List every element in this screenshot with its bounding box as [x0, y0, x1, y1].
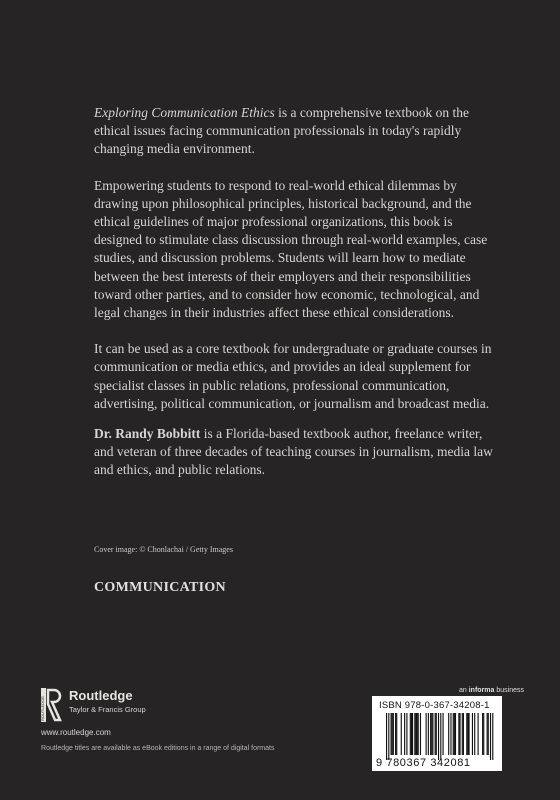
barcode-bar: [463, 713, 464, 755]
barcode-bar: [459, 713, 460, 755]
barcode-bar: [455, 713, 456, 755]
barcode-bar: [432, 713, 433, 755]
isbn-barcode: [372, 696, 502, 771]
barcode-bar: [474, 713, 475, 755]
barcode-bar: [404, 713, 405, 755]
blurb-paragraph-2: Empowering students to respond to real-world ethical dilemmas by drawing upon philosophical principles, historical background, and the ethical guidelines of major professional organizations, this book is designed to stimulate class discussion through real-world examples, case studies, and discussion problems. Students will learn how to mediate between the best interests of their employers and their responsibilities toward other parties, and to consider how economic, technological, and legal changes in their industries affect these ethical considerations.: [94, 177, 488, 321]
barcode-bar: [488, 713, 489, 755]
barcode-bar: [420, 713, 421, 755]
barcode-bar: [417, 713, 418, 755]
barcode-bar: [418, 713, 419, 755]
isbn-label: ISBN 978-0-367-34208-1: [379, 700, 490, 711]
barcode-bar: [393, 713, 394, 755]
blurb-paragraph-3: It can be used as a core textbook for undergraduate or graduate courses in communication or media ethics, and provides an ideal supplement for specialist classes in public relations, professional communication, advertising, political communication, or journalism and broadcast media.: [94, 341, 492, 411]
routledge-r-logo-icon: [41, 688, 63, 722]
barcode-bar: [401, 713, 402, 755]
barcode-bar: [388, 713, 389, 760]
informa-prefix: an: [459, 687, 469, 694]
barcode-bar: [386, 713, 387, 760]
barcode-bar: [490, 713, 491, 760]
book-title: Exploring Communication Ethics: [94, 105, 275, 120]
barcode-bar: [406, 713, 407, 755]
barcode-bar: [466, 713, 467, 755]
cover-image-credit: Cover image: © Chonlachai / Getty Images: [94, 545, 233, 554]
barcode-bar: [472, 713, 473, 755]
informa-brand: informa: [468, 687, 495, 694]
barcode-bar: [435, 713, 436, 755]
barcode-bar: [396, 713, 397, 755]
publisher-name: Routledge: [69, 688, 133, 703]
barcode-bar: [483, 713, 484, 755]
barcode-bar: [448, 713, 449, 755]
author-name: Dr. Randy Bobbitt: [94, 426, 201, 442]
barcode-bar: [411, 713, 412, 755]
ebook-note: Routledge titles are available as eBook editions in a range of digital formats: [41, 745, 275, 752]
barcode-bar: [438, 713, 439, 760]
barcode-bar: [392, 713, 393, 755]
barcode-bar: [412, 713, 413, 755]
barcode-bar: [395, 713, 396, 755]
blurb-paragraph-1-text: is a comprehensive textbook on the ethical issues facing communication professionals in today's rapidly changing media environment.: [94, 105, 469, 157]
publisher-group: Taylor & Francis Group: [69, 705, 146, 714]
svg-text:ROUTLEDGE: ROUTLEDGE: [40, 696, 45, 721]
barcode-bar: [454, 713, 455, 755]
back-cover-blurb: [94, 104, 494, 498]
barcode-bar: [391, 713, 392, 755]
barcode-bar: [410, 713, 411, 755]
barcode-bar: [482, 713, 483, 755]
barcode-bar: [453, 713, 454, 755]
barcode-bar: [415, 713, 416, 755]
barcode-bar: [428, 713, 429, 755]
subject-category: COMMUNICATION: [94, 580, 226, 595]
barcode-bar: [443, 713, 444, 755]
barcode-bar: [431, 713, 432, 755]
barcode-digits: 9 780367 342081: [376, 757, 471, 769]
barcode-bar: [478, 713, 479, 755]
barcode-bar: [436, 713, 437, 755]
publisher-block: [41, 688, 241, 738]
barcode-bar: [458, 713, 459, 755]
barcode-bar: [426, 713, 427, 755]
informa-business-label: [459, 687, 524, 694]
barcode-bar: [492, 713, 493, 760]
barcode-bar: [467, 713, 468, 755]
informa-suffix: business: [494, 687, 524, 694]
barcode-bar: [462, 713, 463, 755]
barcode-bar: [430, 713, 431, 755]
author-bio: [94, 425, 494, 480]
barcode-bar: [468, 713, 469, 755]
author-bio-text: is a Florida-based textbook author, freelance writer, and veteran of three decades of teaching courses in journalism, media law and ethics, and public relations.: [94, 426, 493, 478]
barcode-bar: [487, 713, 488, 755]
publisher-url: www.routledge.com: [41, 728, 111, 737]
blurb-paragraph-1: [94, 104, 494, 159]
barcode-bar: [440, 713, 441, 760]
barcode-bar: [414, 713, 415, 755]
barcode-bar: [450, 713, 451, 755]
